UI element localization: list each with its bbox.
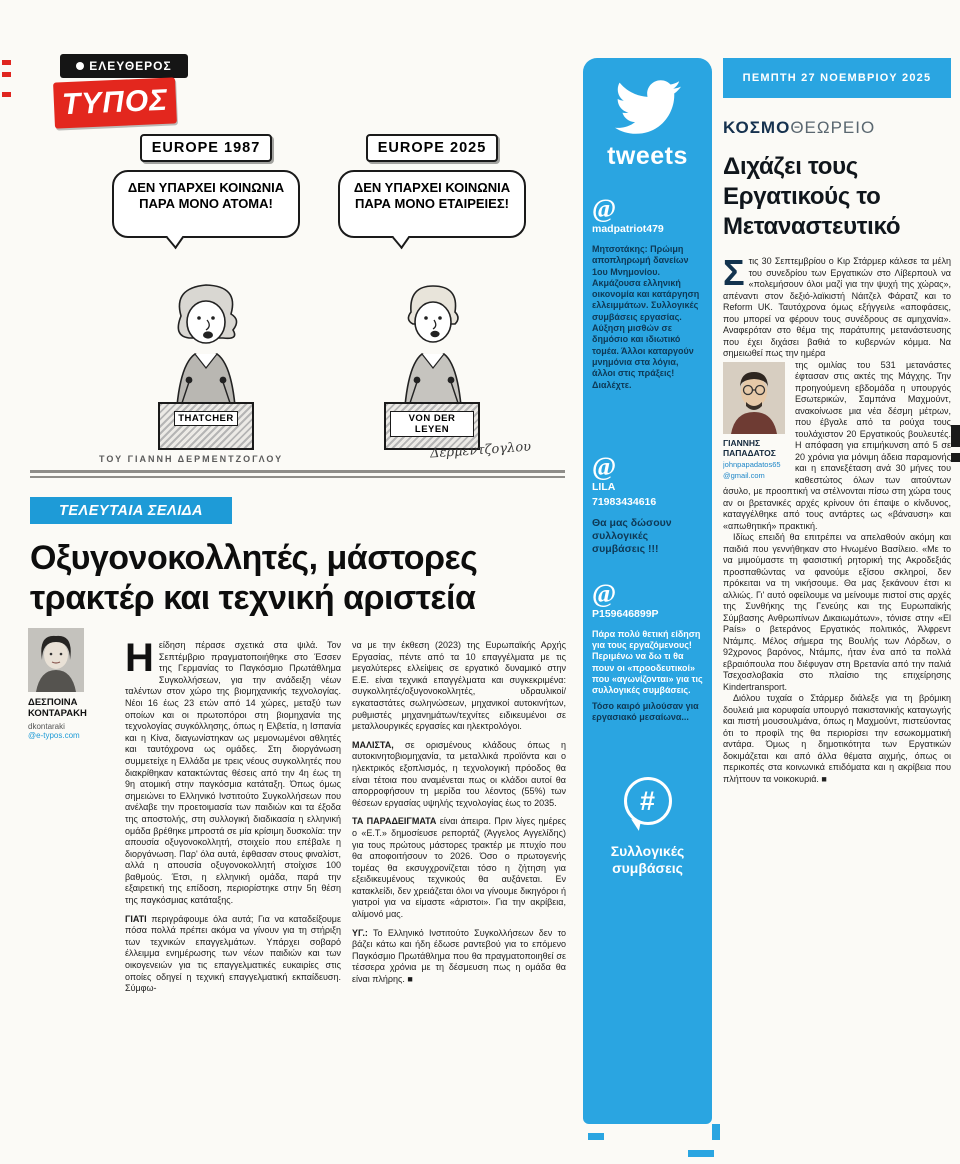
registration-mark [588,1133,604,1140]
paragraph-text: Το Ελληνικό Ινστιτούτο Συγκολλήσεων δεν το βάζει κάτω και ήδη έδωσε ραντεβού για το επόμενο Παγκόσμιο Πρωτάθλημα που θα πραγματοποιηθεί σε τέσσερα χρόνια με τη δέσμευση πως η ομάδα θα είναι πλήρης. ■ [352,927,566,985]
registration-mark [2,60,11,65]
paragraph-lead: ΤΑ ΠΑΡΑΔΕΙΓΜΑΤΑ [352,816,437,827]
columnist-photo [723,362,785,434]
paragraph-text: Διόλου τυχαία ο Στάρμερ διάλεξε για τη βρόμικη δουλειά μια κορυφαία υπουργό πακιστανικής καταγωγής και πιστή μουσουλμάνα, όπως η Μαχμούντ, πιστεύοντας ότι το προφίλ της θα περιορίσει την εσωκομματική αντάρα. Όμως η δημοτικότητα των Εργατικών δοκιμάζεται και από άλλα θέματα αιχμής, όπως οι περικοπές στα κοινωνικά επιδόματα και η ακρίβεια που πλήττουν τα νοικοκυριά. ■ [723,693,951,784]
at-icon: @ [592,451,617,481]
paragraph [125,914,341,995]
speech-bubble-tail [166,227,183,250]
twitter-bird-icon [615,74,681,140]
cartoon-panel-2025 [323,130,541,450]
registration-mark [951,453,960,462]
tweet-body: Θα μας δώσουν συλλογικές συμβάσεις !!! [592,516,672,555]
author-name: ΔΕΣΠΟΙΝΑ ΚΟΝΤΑΡΑΚΗ [28,697,87,719]
section-title [723,118,951,138]
main-headline-line2: τρακτέρ και τεχνική αριστεία [30,579,476,617]
masthead-line1: ΕΛΕΥΘΕΡΟΣ [89,59,172,73]
podium-label: VON DER LEYEN [390,411,474,437]
registration-mark [2,92,11,97]
tweet-body: Πάρα πολύ θετική είδηση για τους εργαζόμενους! Περιμένω να δω τι θα πουν οι «προοδευτικοί» που «αγωνίζονται» για τις συλλογικές συμβάσεις. [592,628,703,696]
tweet-handle: madpatriot479 [592,223,664,235]
article-column-2 [352,640,566,1134]
thatcher-figure [151,278,261,406]
registration-mark [2,72,11,77]
author-handle: dkontaraki [28,722,65,731]
paragraph [352,740,566,810]
paragraph [723,252,951,360]
editorial-cartoon [95,130,545,468]
section-kicker: ΤΕΛΕΥΤΑΙΑ ΣΕΛΙΔΑ [30,497,232,524]
podium-label: THATCHER [174,411,238,426]
columnist-name: ΓΙΑΝΝΗΣ ΠΑΠΑΔΑΤΟΣ [723,437,776,458]
hashtag-bubble-icon [624,777,672,825]
speech-bubble-tail [392,227,409,250]
masthead-top [60,54,188,78]
paragraph [125,640,341,907]
paragraph [352,640,566,733]
tweet-item [592,194,703,391]
paragraph-text: είδηση πέρασε σχετικά στα ψιλά. Τον Σεπτέμβριο πραγματοποιήθηκε στο Έσσεν της Γερμανίας το Παγκόσμιο Πρωτάθλημα Συγκολλήσεων, για την ανάδειξη νέων ταλέντων στον χώρο της βιομηχανικής τεχνολογίας. Νέοι 16 έως 23 ετών από 14 χώρες, μεταξύ των οποίων και οι πρωτοπόροι στη βιομηχανία της τεχνολογίας συγκόλλησης, όπως η Ελβετία, η Ισπανία και η Κίνα, διαγωνίστηκαν ως μεμονωμένοι αθλητές και ταυτόχρονα ως ομάδες. Στη διοργάνωση συμμετείχε η Ελλάδα με τρεις νέους συγκολλητές που διακρίθηκαν κατακτώντας θέσεις από την 4η έως τη 9η ατομική στην παγκόσμια κατάταξη. Όπως όμως σημειώνει το Ελληνικό Ινστιτούτο Συγκολλήσεων που ανέλαβε την προετοιμασία των παιδιών και τα έξοδα της αποστολής, στη συλλογική διαδικασία η ελληνική ομάδα βρέθηκε μπροστά σε μία κρίσιμη δυσκολία: την απουσία οξυγονοκολλητή, στοιχείο που επέβαλε η διοργάνωση. Παρ' όλα αυτά, έφθασαν στους φιναλίστ, αλλά η απουσία οξυγονοκολλητή στοίχισε 100 βαθμούς. Έτσι, η ελληνική ομάδα, παρά την εξαιρετική της επίδοση, περιορίστηκε στην 5η θέση της παγκόσμιας κατάταξης. [125,640,341,906]
columnist-email-domain: @gmail.com [723,470,765,480]
article-column-1 [125,640,341,1134]
cartoon-sign-2025: EUROPE 2025 [366,134,499,162]
main-headline [30,538,575,618]
author-byline [28,628,124,740]
speech-bubble-vonderleyen-text: ΔΕΝ ΥΠΑΡΧΕΙ ΚΟΙΝΩΝΙΑ ΠΑΡΑ ΜΟΝΟ ΕΤΑΙΡΕΙΕΣ! [353,180,511,211]
paragraph-text: Ιδίως επειδή θα επιτρέπει να απελαθούν ακόμη και παιδιά που γεννήθηκαν στο Ηνωμένο Βασίλειο. «Με το να μιμούμαστε τη φασιστική ρητορική της Ακροδεξιάς προσπαθώντας να φανούμε εξίσου σκληροί, δεν πρόκειται να τη νικήσουμε. Θα μας ξεκάνουν έτσι κι αλλιώς. Γι' αυτό οφείλουμε να μείνουμε πιστοί στις αρχές της Συνθήκης της Γενεύης και της Ευρωπαϊκής Σύμβασης Ανθρωπίνων Δικαιωμάτων», τόνισε στην «El País» ο βετεράνος Εργατικός πολιτικός, Άλφρεντ Ντάμπς. Μέλος σήμερα της Βουλής των Λόρδων, ο 92χρονος βαρόνος, Ντάμπς, ήταν ένα από τα πολλά εβραιόπουλα που διέφυγαν στη Βρετανία από την παλιά Τσεχοσλοβακία στο πλαίσιο της επιχείρησης Kindertransport. [723,532,951,692]
author-photo [28,628,84,692]
tweet-body: Μητσοτάκης: Πρώιμη αποπληρωμή δανείων 1ου Μνημονίου. Ακμάζουσα ελληνική οικονομία και κατάργηση ελλειμμάτων. Συλλογικές συμβάσεις εργασίας. Αύξηση μισθών σε δημόσιο και ιδιωτικό τομέα. Άλλοι καταργούν μνημόνια στα λόγια, άλλοι στις πράξεις! Διαλέχτε. [592,244,700,390]
tweet-item [592,451,703,556]
tweet-handle: P159646899P [592,607,659,620]
world-column [723,58,951,1140]
speech-bubble-vonderleyen [338,170,526,238]
tweets-brand-label: tweets [607,142,688,170]
columnist-byline [723,362,789,480]
drop-cap: Η [125,640,154,680]
paragraph [352,816,566,920]
paragraph-lead: ΥΓ.: [352,927,368,938]
registration-mark [712,1124,720,1140]
main-headline-line1: Οξυγονοκολλητές, μάστορες [30,539,478,577]
section-title-light: ΘΕΩΡΕΙΟ [790,118,876,137]
columnist-portrait-man [723,362,785,434]
divider-rule [30,470,565,473]
author-portrait-woman [28,628,84,692]
divider-rule [30,476,565,478]
paragraph-lead: ΜΑΛΙΣΤΑ, [352,739,394,750]
paragraph [723,532,951,693]
paragraph-lead: ΓΙΑΤΙ [125,913,147,924]
cartoon-panel-1987 [97,130,315,450]
registration-mark [688,1150,714,1157]
tweet-handle-number: 71983434616 [592,495,657,508]
hashtag-bubble-tail [629,819,641,831]
von-der-leyen-figure [377,278,487,406]
registration-mark [951,425,960,447]
world-headline: Διχάζει τους Εργατικούς το Μεταναστευτικό [723,153,901,240]
paragraph-text: της ομιλίας του 531 μετανάστες έφτασαν στις ακτές της Μάγχης. Την προηγούμενη εβδομάδα η υπουργός Εσωτερικών, Σαμπάνα Μαχμούντ, ανακοίνωσε μια νέα δέσμη μέτρων, που έβγαλε από τα ρούχα τους τουλάχιστον 20 Εργατικούς βουλευτές. Η απόφαση για επιμήκυνση από 5 σε 20 χρόνια για μόνιμη άδεια παραμονής και η επανεξέταση ανά 30 μήνες του καθεστώτος όλων των αιτούντων άσυλο, με προοπτική να στέλνονται πίσω στη χώρα τους αν οι βρετανικές αρχές κρίνουν ότι έπαψε ο κίνδυνος, καταγγέλθηκε από τους αντάρτες ως «βάναυση» και «απωθητική» πρακτική. [723,359,951,531]
date-bar: ΠΕΜΠΤΗ 27 ΝΟΕΜΒΡΙΟΥ 2025 [723,58,951,98]
tweet-body-secondary: Τόσο καιρό μιλούσαν για εργασιακό μεσαίωνα... [592,700,699,722]
at-icon: @ [592,578,617,608]
hashtag-label: Συλλογικές συμβάσεις [610,843,685,877]
cartoon-sign-1987: EUROPE 1987 [140,134,273,162]
tweet-handle: LILA [592,480,616,493]
cartoonist-signature: Δερμεντζογλου [429,439,532,462]
masthead-dot-icon [76,62,84,70]
paragraph-text: περιγράφουμε όλα αυτά; Για να καταδείξουμε πόσα πολλά πρέπει ακόμα να γίνουν για τη στήριξη των τεχνικών επαγγελμάτων. Υπάρχει σοβαρό έλλειμμα ενημέρωσης των νέων παιδιών και των οικογενειών για τις επαγγελματικές ευκαιρίες στις οποίες οδηγεί η τεχνική επαγγελματική εκπαίδευση. Σύμφω- [125,913,341,994]
hashtag-symbol: # [639,785,656,816]
podium-thatcher [158,402,254,450]
section-title-bold: ΚΟΣΜΟ [723,118,791,137]
paragraph-text: είναι άπειρα. Πριν λίγες ημέρες ο «Ε.Τ.» δημοσίευσε ρεπορτάζ (Άγγελος Αγγελίδης) για τους πρώτους μάστορες τρακτέρ με πτυχίο που θα αποφοιτήσουν το 2026. Όσο ο πρωτογενής τομέας θα εκσυγχρονίζεται τόσο η ζήτηση για εξειδικευμένους τεχνικούς θα αυξάνεται. Εν κατακλείδι, δεν χρειάζεται όλοι να γίνουμε δικηγόροι ή γιατροί για να είμαστε «άριστοι». Για την ακρίβεια, αλίμονό μας. [352,816,566,920]
author-email-domain: @e-typos.com [28,731,80,740]
newspaper-logo [53,77,177,128]
cartoon-credit: ΤΟΥ ΓΙΑΝΝΗ ΔΕΡΜΕΝΤΖΟΓΛΟΥ [99,454,284,464]
speech-bubble-thatcher [112,170,300,238]
at-icon: @ [592,194,617,223]
paragraph-text: τις 30 Σεπτεμβρίου ο Κιρ Στάρμερ κάλεσε τα μέλη του συνεδρίου των Εργατικών στο Λίβερπουλ να «πολεμήσουν όλοι μαζί για την ψυχή της χώρας», απέναντι στον δεξιό-λαϊκιστή Νάιτζελ Φάρατζ και το Reform UK. Ταυτόχρονα όμως εξήγγειλε «αποφάσεις, που μπορεί να φέρουν τους συνέδρους σε αμηχανία». Αναφερόταν στο θέμα της παράτυπης μετανάστευσης που έχει διχάσει βαθιά το κυβερνών κόμμα. Να σημειωθεί πως την ημέρα [723,256,951,358]
paragraph [723,693,951,785]
paragraph-text: να με την έκθεση (2023) της Ευρωπαϊκής Αρχής Εργασίας, πέντε από τα 10 επαγγέλματα με τις μεγαλύτερες ελλείψεις σε εργατικό δυναμικό στην Ε.Ε. είναι τεχνικά επαγγέλματα και συγκεκριμένα: συγκολλητές/οξυγονοκολλητές, υδραυλικοί/εγκαταστάτες σωληνώσεων, μηχανικοί αυτοκινήτων, ρυθμιστές μηχανημάτων/τεχνίτες ειδικευμένοι σε μεταλλουργικές εργασίες και ηλεκτρολόγοι. [352,640,566,732]
paragraph [352,928,566,986]
drop-cap: Σ [723,252,745,293]
tweets-sidebar [583,58,712,1124]
masthead-line2: ΤΥΠΟΣ [61,83,169,122]
world-body [723,252,951,785]
tweet-item [592,578,703,723]
podium-vonderleyen [384,402,480,450]
paragraph-text: σε ορισμένους κλάδους όπως η αυτοκινητοβιομηχανία, τα μεταλλικά προϊόντα και ο ηλεκτρικός εξοπλισμός, η τεχνολογική πρόοδος θα είναι τέτοια που αναμένεται πως οι κλάδοι αυτοί θα απορροφήσουν τη μερίδα του λέοντος (55%) των θέσεων εργασίας υψηλής τεχνολογίας έως το 2035. [352,739,566,808]
columnist-handle: johnpapadatos65 [723,459,781,469]
speech-bubble-thatcher-text: ΔΕΝ ΥΠΑΡΧΕΙ ΚΟΙΝΩΝΙΑ ΠΑΡΑ ΜΟΝΟ ΑΤΟΜΑ! [127,180,285,211]
